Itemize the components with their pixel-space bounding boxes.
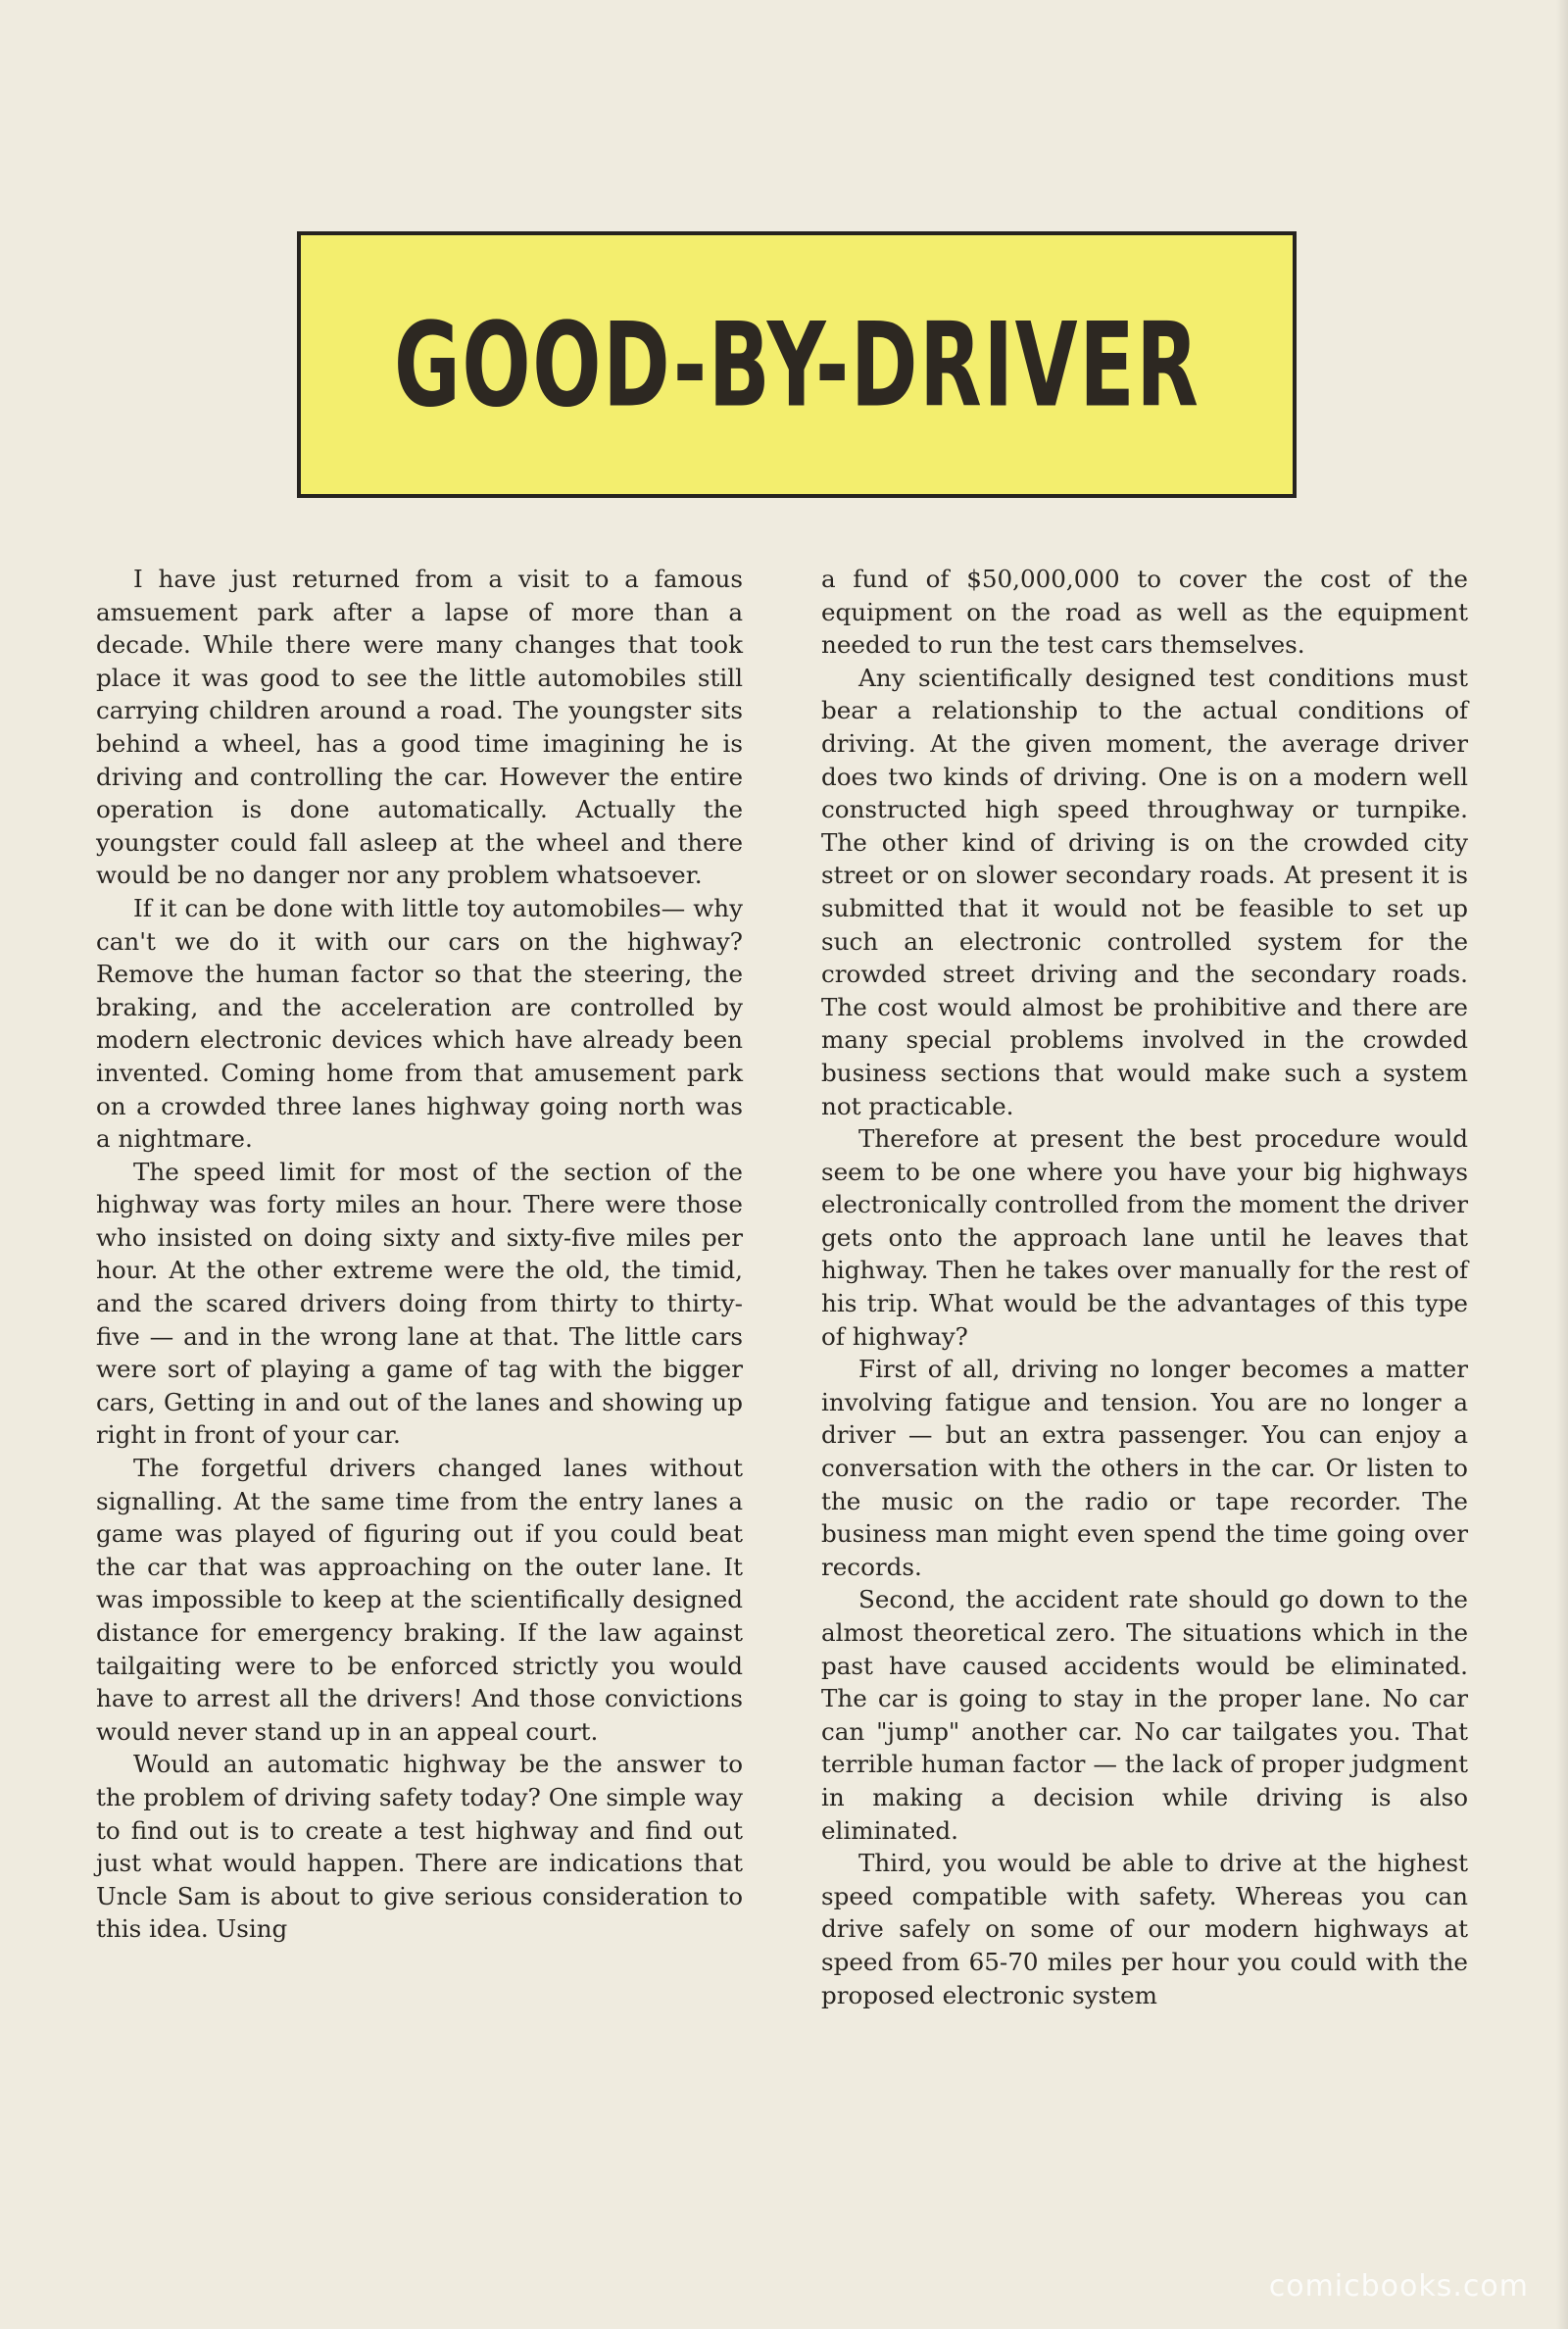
paragraph: I have just returned from a visit to a famous amsuement park after a lapse of more than a decade. While there were many changes that took place it was good to see the little automobiles still carrying children around a road. The youngster sits behind a wheel, has a good time imagining he is driving and controlling the car. However the entire operation is done automatically. Actually the youngster could fall asleep at the wheel and there would be no danger nor any problem whatsoever.	[96, 565, 743, 890]
page-edge	[1556, 0, 1568, 2329]
article-title: GOOD-BY-DRIVER	[393, 297, 1200, 432]
paragraph: If it can be done with little toy automobiles— why can't we do it with our cars on the highway? Remove the human factor so that the steering, the braking, and the acceleration are controlled by modern electronic devices which have already been invented. Coming home from that amusement park on a crowded three lanes highway going north was a nightmare.	[96, 893, 743, 1154]
paragraph: Second, the accident rate should go down to the almost theoretical zero. The situations which in the past have caused accidents would be eliminated. The car is going to stay in the proper lane. No car can "jump" another car. No car tailgates you. That terrible human factor — the lack of proper judgment in making a decision while driving is also eliminated.	[821, 1585, 1468, 1845]
paragraph-continuation: a fund of $50,000,000 to cover the cost of the equipment on the road as well as the equipment needed to run the test cars themselves.	[821, 565, 1468, 660]
right-column	[821, 563, 1468, 2011]
paragraph: First of all, driving no longer becomes a matter involving fatigue and tension. You are no longer a driver — but an extra passenger. You can enjoy a conversation with the others in the car. Or listen to the music on the radio or tape recorder. The business man might even spend the time going over records.	[821, 1355, 1468, 1581]
paragraph: Third, you would be able to drive at the highest speed compatible with safety. Whereas you can drive safely on some of our modern highways at speed from 65-70 miles per hour you could with the proposed electronic system	[821, 1849, 1468, 2009]
watermark: comicbooks.com	[1268, 2269, 1529, 2304]
paragraph: The speed limit for most of the section of the highway was forty miles an hour. There were those who insisted on doing sixty and sixty-five miles per hour. At the other extreme were the old, the timid, and the scared drivers doing from thirty to thirty-five — and in the wrong lane at that. The little cars were sort of playing a game of tag with the bigger cars, Getting in and out of the lanes and showing up right in front of your car.	[96, 1157, 743, 1450]
paragraph: Would an automatic highway be the answer to the problem of driving safety today? One simple way to find out is to create a test highway and find out just what would happen. There are indications that Uncle Sam is about to give serious consideration to this idea. Using	[96, 1750, 743, 1944]
paragraph: Therefore at present the best procedure would seem to be one where you have your big highways electronically controlled from the moment the driver gets onto the approach lane until he leaves that highway. Then he takes over manually for the rest of his trip. What would be the advantages of this type of highway?	[821, 1124, 1468, 1351]
paragraph: The forgetful drivers changed lanes without signalling. At the same time from the entry lanes a game was played of figuring out if you could beat the car that was approaching on the outer lane. It was impossible to keep at the scientifically designed distance for emergency braking. If the law against tailgaiting were to be enforced strictly you would have to arrest all the drivers! And those convictions would never stand up in an appeal court.	[96, 1454, 743, 1746]
title-banner	[297, 231, 1297, 498]
left-column	[96, 563, 743, 1946]
paragraph: Any scientifically designed test conditions must bear a relationship to the actual conditions of driving. At the given moment, the average driver does two kinds of driving. One is on a modern well constructed high speed throughway or turnpike. The other kind of driving is on the crowded city street or on slower secondary roads. At present it is submitted that it would not be feasible to set up such an electronic controlled system for the crowded street driving and the secondary roads. The cost would almost be prohibitive and there are many special problems involved in the crowded business sections that would make such a system not practicable.	[821, 663, 1468, 1120]
